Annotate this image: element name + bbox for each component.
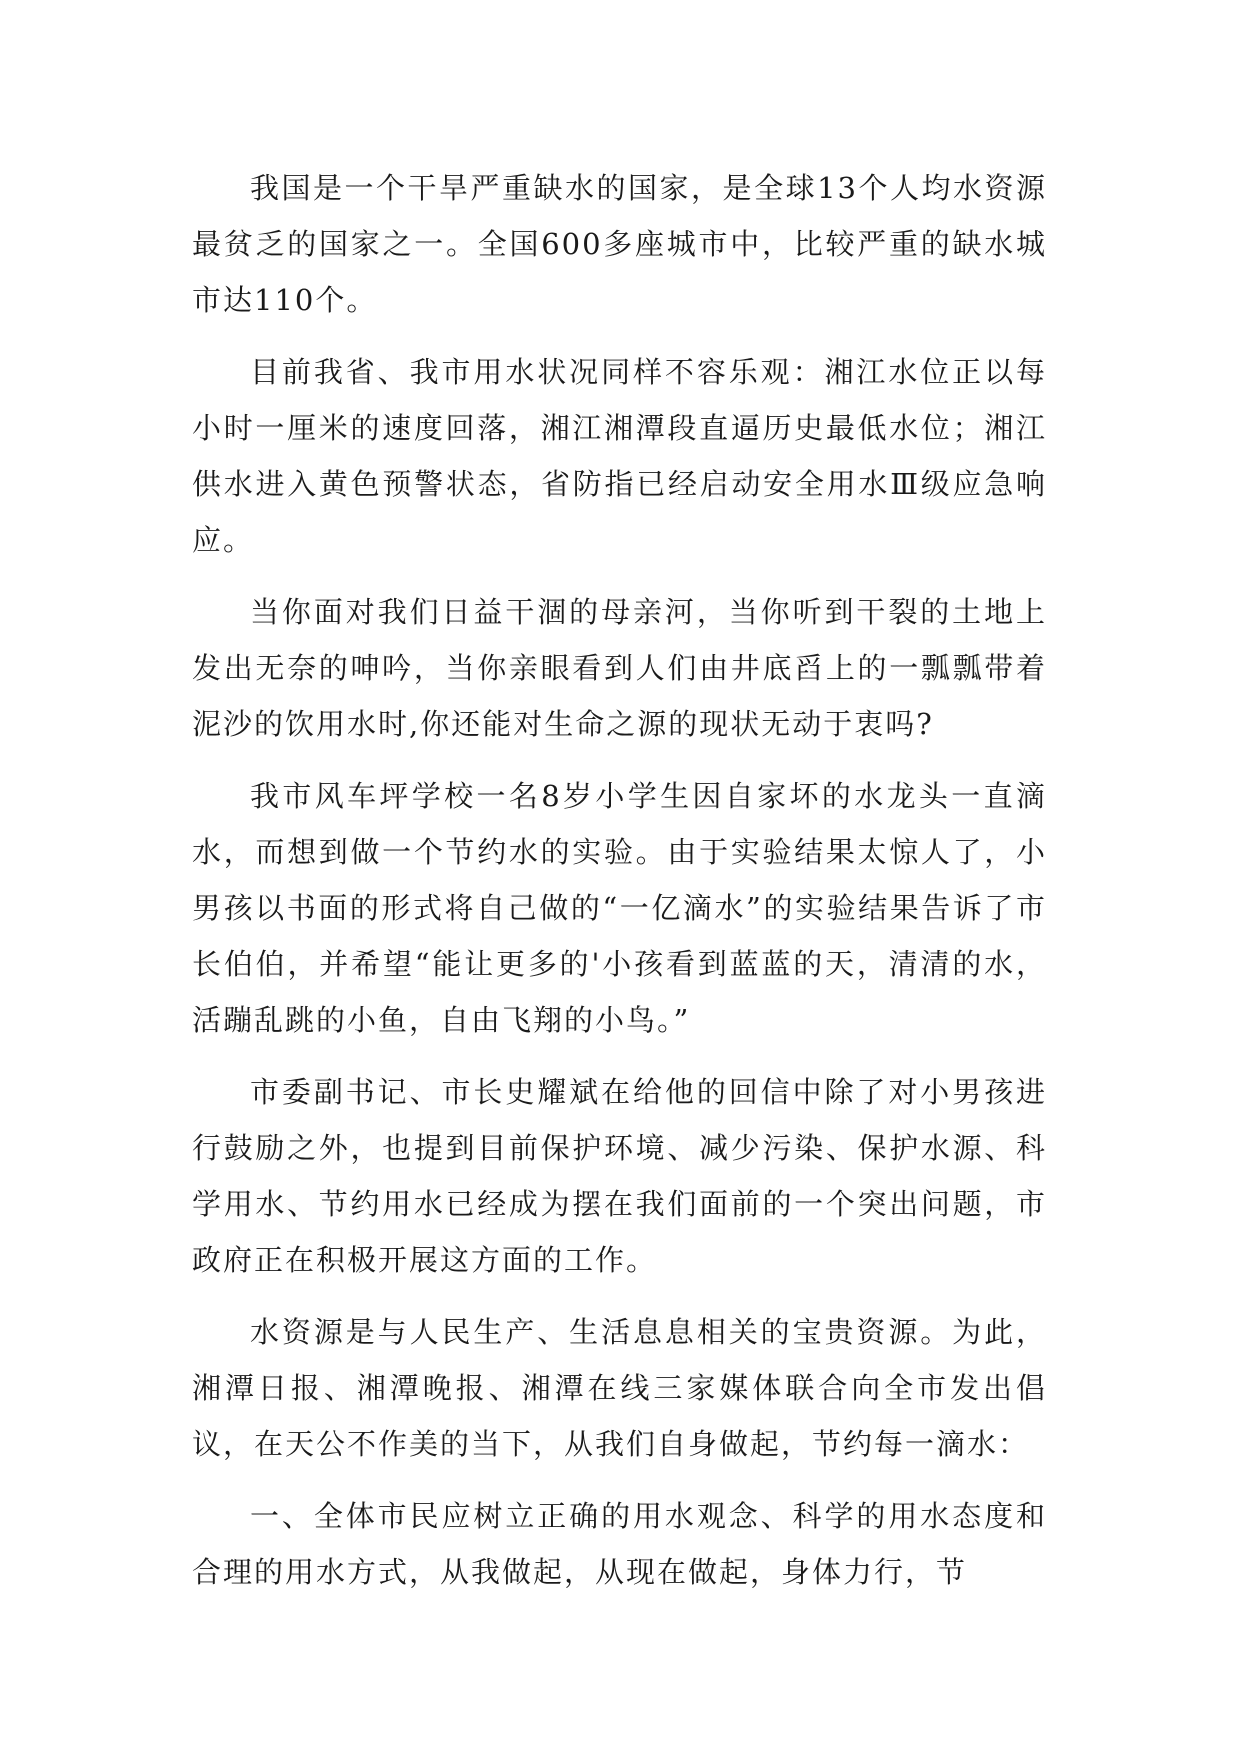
document-body <box>192 160 1047 1616</box>
paragraph-local-water-situation: 目前我省、我市用水状况同样不容乐观：湘江水位正以每小时一厘米的速度回落，湘江湘潭段直逼历史最低水位；湘江供水进入黄色预警状态，省防指已经启动安全用水Ⅲ级应急响应。 <box>192 355 1047 557</box>
paragraph-initiative-item-one: 一、全体市民应树立正确的用水观念、科学的用水态度和合理的用水方式，从我做起，从现在做起，身体力行，节 <box>192 1499 1047 1589</box>
paragraph-water-shortage-nation: 我国是一个干旱严重缺水的国家，是全球13个人均水资源最贫乏的国家之一。全国600多座城市中，比较严重的缺水城市达110个。 <box>192 171 1047 317</box>
paragraph-student-experiment: 我市风车坪学校一名8岁小学生因自家坏的水龙头一直滴水，而想到做一个节约水的实验。由于实验结果太惊人了，小男孩以书面的形式将自己做的“一亿滴水”的实验结果告诉了市长伯伯，并希望“能让更多的'小孩看到蓝蓝的天，清清的水，活蹦乱跳的小鱼，自由飞翔的小鸟。” <box>192 779 1047 1037</box>
paragraph-mother-river: 当你面对我们日益干涸的母亲河，当你听到干裂的土地上发出无奈的呻吟，当你亲眼看到人们由井底舀上的一瓢瓢带着泥沙的饮用水时,你还能对生命之源的现状无动于衷吗? <box>192 595 1047 741</box>
paragraph-mayor-reply: 市委副书记、市长史耀斌在给他的回信中除了对小男孩进行鼓励之外，也提到目前保护环境、减少污染、保护水源、科学用水、节约用水已经成为摆在我们面前的一个突出问题，市政府正在积极开展这方面的工作。 <box>192 1075 1047 1277</box>
paragraph-media-initiative: 水资源是与人民生产、生活息息相关的宝贵资源。为此，湘潭日报、湘潭晚报、湘潭在线三家媒体联合向全市发出倡议，在天公不作美的当下，从我们自身做起，节约每一滴水： <box>192 1315 1047 1461</box>
